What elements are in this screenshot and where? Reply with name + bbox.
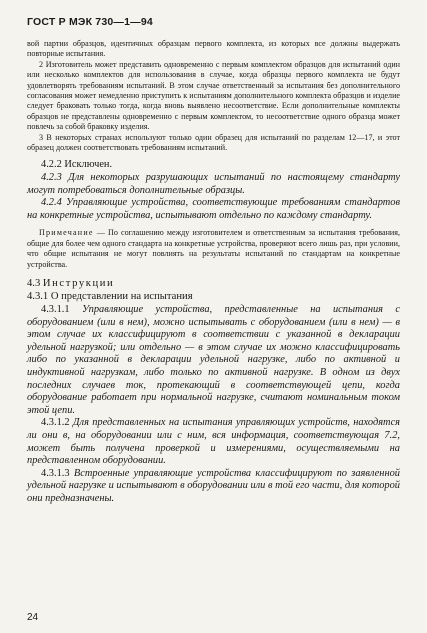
page-header: ГОСТ Р МЭК 730—1—94 <box>27 16 153 28</box>
note-label: Примечание <box>39 228 94 238</box>
section-4-3-heading <box>27 278 400 289</box>
subsection-4-3-1-heading: 4.3.1 О представлении на испытания <box>27 291 193 303</box>
note <box>27 228 400 270</box>
note-paragraph-2: 2 Изготовитель может представить одновременно с первым комплектом образцов для испытаний один или несколько комплектов для использования в случае, когда образцы первого комплекта не будут удовлетворять требованиям испытаний. В этом случае ответственный за испытания без дополнительного согласования может немедленно приступить к испытаниям дополнительного комплекта образцов и изделие следует браковать только тогда, когда вновь выявлено несоответствие. Если дополнительные комплекты образцов не представлены одновременно с первым комплектом, то несоответствие одного образца может повлечь за собой браковку изделия. <box>27 59 400 132</box>
paragraph-continued: вой партии образцов, идентичных образцам первого комплекта, из которых все должны выдержать повторные испытания. <box>27 39 400 59</box>
clause-4-3-1-3: 4.3.1.3 Встроенные управляющие устройства классифицируют по заявленной удельной нагрузке и испытывают в оборудовании или в той его части, для которой они предназначены. <box>27 467 400 504</box>
note-paragraph-3: 3 В некоторых странах используют только один образец для испытаний по разделам 12—17, и этот образец должен соответствовать требованиям испытаний. <box>27 132 400 153</box>
section-number: 4.3 <box>27 278 43 290</box>
clause-4-2-2: 4.2.2 Исключен. <box>41 159 113 171</box>
clause-4-2-4: 4.2.4 Управляющие устройства, соответствующие требованиям стандартов на конкретные устройства, испытывают отдельно по каждому стандарту. <box>27 197 400 221</box>
note-text: — По соглашению между изготовителем и ответственным за испытания требования, общие для более чем одного стандарта на конкретные устройства, проверяют всего лишь раз, при условии, что общие испытания не могут повлиять на результаты испытаний по стандартам на конкретные устройства. <box>27 228 400 269</box>
page-number: 24 <box>27 612 39 623</box>
section-title: Инструкции <box>42 278 115 290</box>
clause-4-2-3: 4.2.3 Для некоторых разрушающих испытаний по настоящему стандарту могут потребоваться дополнительные образцы. <box>27 172 400 196</box>
clause-4-3-1-2: 4.3.1.2 Для представленных на испытания управляющих устройств, находятся ли они в, на оборудовании или с ним, вся информация, соответствующая 7.2, может быть получена проверкой и измерениями, осуществляемыми на представленном оборудовании. <box>27 417 401 467</box>
clause-4-3-1-1: 4.3.1.1 Управляющие устройства, представленные на испытания с оборудованием (или в нем), можно испытывать с оборудованием (или в нем) — в этом случае их классифицируют в соответствии с указанной в декларации удельной нагрузкой; или отдельно — в этом случае их можно классифицировать либо по указанной в декларации удельной нагрузке, либо по активной и индуктивной нагрузкам, либо только по активной нагрузке. В одном из двух последних случаев ток, протекающий в соответствующей цепи, когда оборудование работает при нормальной нагрузке, считают номинальным током этой цепи. <box>27 304 401 416</box>
